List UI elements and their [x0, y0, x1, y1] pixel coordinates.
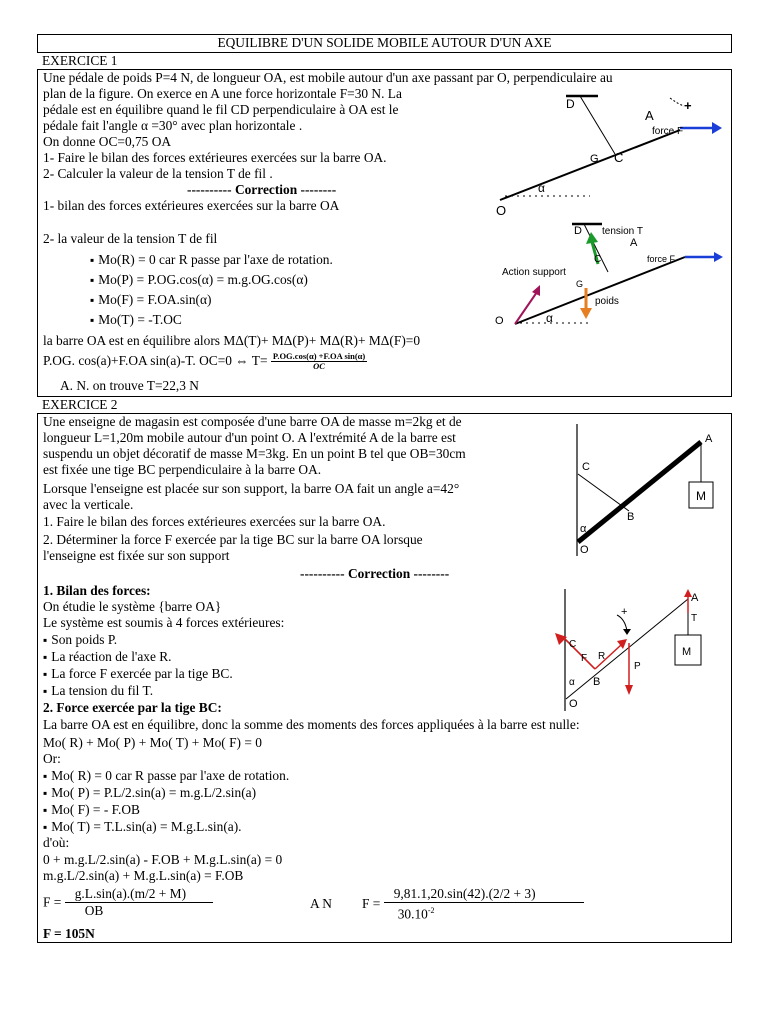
point-d-label: D — [566, 97, 575, 111]
tension-label: tension T — [602, 226, 643, 237]
rotation-arrowhead — [623, 629, 631, 635]
ex2-formula-numeric — [362, 886, 584, 922]
point-a-label: A — [645, 108, 654, 123]
ex2-heading-bilan: 1. Bilan des forces: — [43, 583, 151, 598]
point-b-label: B — [627, 511, 635, 523]
ex1-figure-1 — [490, 88, 730, 223]
ex1-line: pédale fait l'angle α =30° avec plan horizontale . — [43, 118, 303, 133]
force-f-arrowhead — [714, 252, 723, 262]
ex2-line: Une enseigne de magasin est composée d'une barre OA de masse m=2kg et de — [43, 414, 462, 429]
point-c-label: C — [582, 461, 590, 473]
point-c-label: C — [614, 150, 624, 165]
reaction-r-label: R — [598, 651, 606, 662]
ex1-correction-heading: ---------- Correction -------- — [187, 182, 337, 197]
force-f-label: F — [581, 653, 588, 664]
ex1-figure-2 — [490, 220, 730, 330]
fraction-denominator — [384, 903, 584, 922]
plus-label: + — [621, 606, 628, 618]
angle-alpha-label: α — [580, 523, 587, 535]
ex2-moment-r: ▪ Mo( R) = 0 car R passe par l'axe de rotation. — [43, 768, 289, 784]
bar-oa — [578, 442, 701, 542]
fraction-numerator: P.OG.cos(α) +F.OA sin(α) — [272, 351, 366, 361]
point-d-label: D — [574, 225, 582, 237]
force-f-arrowhead — [712, 122, 722, 134]
mass-m-label: M — [696, 489, 706, 503]
ex2-question-2: 2. Déterminer la force F exercée par la tige BC sur la barre OA lorsque — [43, 532, 423, 547]
ex2-question-2-cont: l'enseigne est fixée sur son support — [43, 548, 230, 563]
mass-m-label: M — [682, 646, 692, 658]
ex1-moment-f: ▪ Mo(F) = F.OA.sin(α) — [90, 292, 211, 308]
ex1-correction-2: 2- la valeur de la tension T de fil — [43, 231, 218, 246]
ex2-an-label: A N — [310, 896, 332, 911]
ex2-study-line: Le système est soumis à 4 forces extérieures: — [43, 615, 285, 630]
weight-arrowhead — [625, 685, 633, 695]
point-g-label: G — [590, 153, 599, 165]
ex1-tension-formula — [43, 352, 367, 371]
general-fraction — [65, 886, 213, 919]
title-box — [37, 34, 732, 53]
denominator-exponent: -2 — [427, 906, 435, 915]
point-c-label: C — [569, 639, 577, 650]
point-o-label: O — [569, 698, 578, 710]
tension-fraction — [271, 352, 367, 371]
ex2-line: longueur L=1,20m mobile autour d'un point O. A l'extrémité A de la barre est — [43, 430, 456, 445]
weight-p-label: P — [634, 661, 641, 672]
ex2-question-1: 1. Faire le bilan des forces extérieures exercées sur la barre OA. — [43, 514, 386, 529]
ex1-result: A. N. on trouve T=22,3 N — [60, 378, 199, 393]
point-o-label: O — [580, 544, 589, 556]
ex1-line: On donne OC=0,75 OA — [43, 134, 172, 149]
ex2-force-weight: ▪ Son poids P. — [43, 632, 117, 648]
ex2-moment-f: ▪ Mo( F) = - F.OB — [43, 802, 140, 818]
ex2-force-tension: ▪ La tension du fil T. — [43, 683, 153, 699]
tension-arrowhead — [586, 232, 598, 244]
ex2-moment-p: ▪ Mo( P) = P.L/2.sin(a) = m.g.L/2.sin(a) — [43, 785, 256, 801]
ex2-equilibrium-line: La barre OA est en équilibre, donc la somme des moments des forces appliquées à la barre est nulle: — [43, 717, 580, 732]
ex1-line: pédale est en équilibre quand le fil CD perpendiculaire à OA est le — [43, 102, 399, 117]
ex2-figure-2 — [545, 585, 730, 715]
point-a-label: A — [630, 237, 638, 249]
force-f-label: force F — [652, 126, 684, 137]
ex1-moment-p: ▪ Mo(P) = P.OG.cos(α) = m.g.OG.cos(α) — [90, 272, 308, 288]
ex2-moment-sum: Mo( R) + Mo( P) + Mo( T) + Mo( F) = 0 — [43, 735, 262, 750]
ex1-line: plan de la figure. On exerce en A une force horizontale F=30 N. La — [43, 86, 402, 101]
fraction-numerator: 9,81.1,20.sin(42).(2/2 + 3) — [384, 886, 584, 903]
ex2-equation-2: m.g.L/2.sin(a) + M.g.L.sin(a) = F.OB — [43, 868, 244, 883]
formula-left: F = — [43, 894, 62, 910]
ex1-moment-r: ▪ Mo(R) = 0 car R passe par l'axe de rotation. — [90, 252, 333, 268]
ex2-line: est fixée une tige BC perpendiculaire à la barre OA. — [43, 462, 322, 477]
wire-cd — [580, 96, 615, 154]
tension-t-label: T — [691, 613, 698, 624]
ex1-correction-1: 1- bilan des forces extérieures exercées sur la barre OA — [43, 198, 340, 213]
rotation-indicator — [670, 98, 684, 106]
ex2-or: Or: — [43, 751, 61, 766]
ex2-moment-t: ▪ Mo( T) = T.L.sin(a) = M.g.L.sin(a). — [43, 819, 242, 835]
force-f-label: force F — [647, 254, 676, 264]
point-o-label: O — [495, 315, 504, 327]
bar-oa — [500, 130, 680, 200]
ex2-figure-1 — [565, 420, 725, 560]
ex2-equation-1: 0 + m.g.L/2.sin(a) - F.OB + M.g.L.sin(a) = 0 — [43, 852, 283, 867]
angle-alpha-label: α — [546, 311, 553, 325]
angle-alpha-label: α — [569, 677, 575, 688]
ex2-formula-general — [43, 886, 213, 919]
point-c-label: C — [594, 254, 602, 265]
ex2-line: avec la verticale. — [43, 497, 134, 512]
point-g-label: G — [576, 279, 584, 289]
ex2-final-result: F = 105N — [43, 926, 95, 941]
ex1-line: Une pédale de poids P=4 N, de longueur OA, est mobile autour d'un axe passant par O, perpendiculaire au — [43, 70, 613, 85]
fraction-denominator: OB — [84, 903, 104, 918]
ex2-line: suspendu un objet décoratif de masse M=3kg. En un point B tel que OB=30cm — [43, 446, 466, 461]
ex2-line: Lorsque l'enseigne est placée sur son support, la barre OA fait un angle a=42° — [43, 481, 460, 496]
action-support-label: Action support — [502, 267, 566, 278]
ex2-dou: d'où: — [43, 835, 70, 850]
ex1-question-2: 2- Calculer la valeur de la tension T de fil . — [43, 166, 273, 181]
point-a-label: A — [705, 433, 713, 445]
exercise-1-label: EXERCICE 1 — [42, 53, 118, 68]
fraction-numerator: g.L.sin(a).(m/2 + M) — [65, 886, 213, 903]
ex2-study-line: On étudie le système {barre OA} — [43, 599, 222, 614]
formula-left: P.OG. cos(a)+F.OA sin(a)-T. OC=0 ⇔ T= — [43, 353, 268, 368]
ex2-force-reaction: ▪ La réaction de l'axe R. — [43, 649, 172, 665]
point-a-label: A — [691, 592, 699, 604]
point-o-label: O — [496, 203, 507, 218]
exercise-2-label: EXERCICE 2 — [42, 397, 118, 412]
angle-alpha-label: α — [538, 181, 545, 195]
weight-label: poids — [595, 296, 619, 307]
rod-bc — [578, 474, 629, 511]
ex2-force-rod: ▪ La force F exercée par la tige BC. — [43, 666, 233, 682]
point-b-label: B — [593, 676, 601, 688]
ex1-moment-t: ▪ Mo(T) = -T.OC — [90, 312, 182, 328]
numeric-fraction — [384, 886, 584, 922]
page-title: EQUILIBRE D'UN SOLIDE MOBILE AUTOUR D'UN AXE — [217, 35, 552, 50]
weight-arrowhead — [580, 308, 592, 319]
plus-label: + — [684, 98, 692, 113]
ex1-question-1: 1- Faire le bilan des forces extérieures exercées sur la barre OA. — [43, 150, 387, 165]
denominator-base: 30.10 — [397, 906, 428, 922]
fraction-denominator: OC — [313, 361, 325, 371]
ex1-equilibrium-equation: la barre OA est en équilibre alors MΔ(T)+ MΔ(P)+ MΔ(R)+ MΔ(F)=0 — [43, 333, 421, 348]
formula-left: F = — [362, 896, 381, 912]
ex2-correction-heading: ---------- Correction -------- — [300, 566, 450, 581]
ex2-heading-force: 2. Force exercée par la tige BC: — [43, 700, 222, 715]
